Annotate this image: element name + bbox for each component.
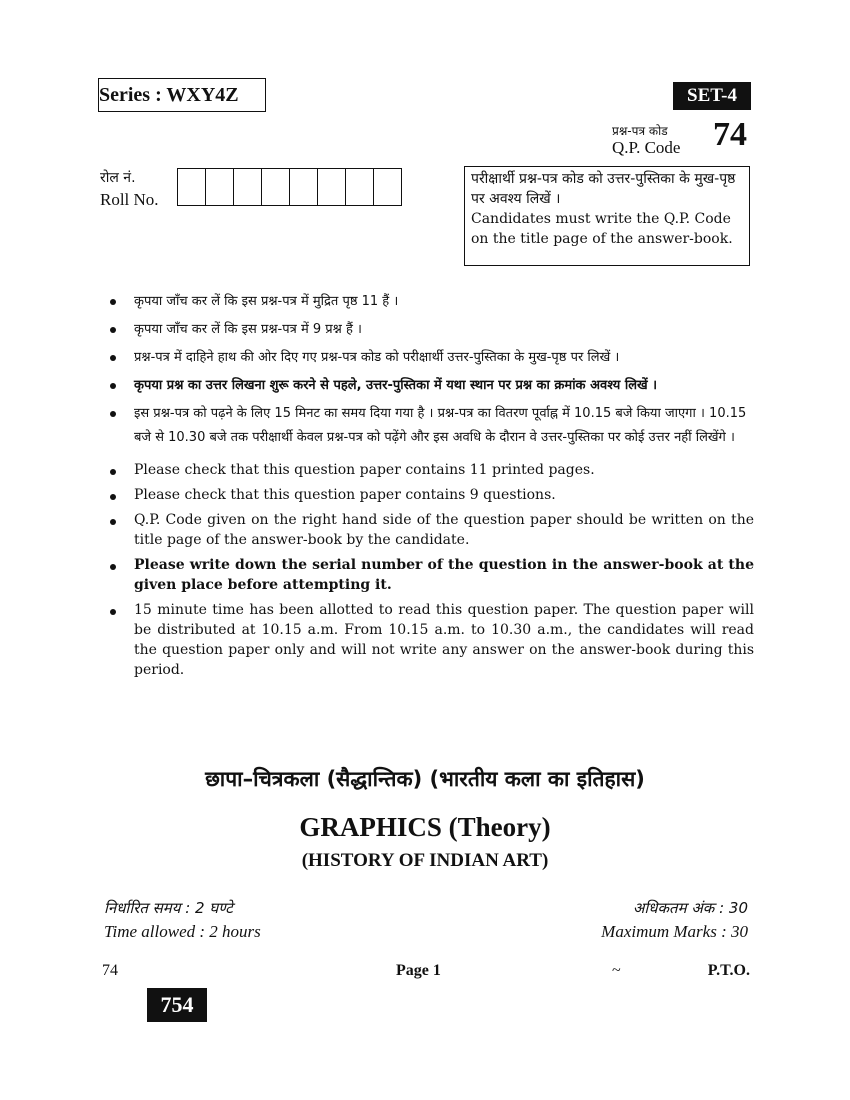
instruction-en: Please check that this question paper contains 9 questions. (104, 485, 754, 505)
instruction-en: Please write down the serial number of the question in the answer-book at the given place before attempting it. (104, 555, 754, 595)
roll-box[interactable] (318, 169, 346, 205)
instruction-hi: कृपया जाँच कर लें कि इस प्रश्न-पत्र में 9 प्रश्न हैं । (104, 318, 754, 342)
footer-code: 74 (102, 962, 118, 979)
qp-code-label-en: Q.P. Code (612, 138, 681, 157)
roll-number-boxes[interactable] (177, 168, 402, 206)
subject-title-english: GRAPHICS (Theory) (299, 812, 551, 842)
subject-title-hindi: छापा–चित्रकला (सैद्धान्तिक) (भारतीय कला का इतिहास) (205, 767, 645, 791)
series-label: Series : WXY4Z (98, 78, 266, 112)
instruction-en: Q.P. Code given on the right hand side of the question paper should be written on the title page of the answer-book by the candidate. (104, 510, 754, 550)
instruction-hi: प्रश्न-पत्र में दाहिने हाथ की ओर दिए गए प्रश्न-पत्र कोड को परीक्षार्थी उत्तर-पुस्तिका के मुख-पृष्ठ पर लिखें । (104, 346, 754, 370)
instruction-hi: कृपया प्रश्न का उत्तर लिखना शुरू करने से पहले, उत्तर-पुस्तिका में यथा स्थान पर प्रश्न का क्रमांक अवश्य लिखें । (104, 374, 754, 398)
roll-box[interactable] (290, 169, 318, 205)
time-allowed-en: Time allowed : 2 hours (104, 922, 261, 941)
instruction-hi: इस प्रश्न-पत्र को पढ़ने के लिए 15 मिनट का समय दिया गया है । प्रश्न-पत्र का वितरण पूर्वाह्न में 10.15 बजे किया जाएगा । 10.15 बजे से 10.30 बजे तक परीक्षार्थी केवल प्रश्न-पत्र को पढ़ेंगे और इस अवधि के दौरान वे उत्तर-पुस्तिका पर कोई उत्तर नहीं लिखेंगे । (104, 402, 754, 450)
notice-english: Candidates must write the Q.P. Code on the title page of the answer-book. (471, 211, 733, 247)
qp-code-label-hi: प्रश्न-पत्र कोड (612, 124, 668, 138)
roll-box[interactable] (374, 169, 402, 205)
time-allowed-hi: निर्धारित समय : 2 घण्टे (104, 899, 233, 917)
max-marks-hi: अधिकतम अंक : 30 (632, 899, 748, 917)
instruction-hi: कृपया जाँच कर लें कि इस प्रश्न-पत्र में मुद्रित पृष्ठ 11 हैं । (104, 290, 754, 314)
footer-tilde: ~ (612, 962, 621, 979)
instructions-list (104, 290, 754, 685)
instruction-en: 15 minute time has been allotted to read this question paper. The question paper will be distributed at 10.15 a.m. From 10.15 a.m. to 10.30 a.m., the candidates will read the question paper only and will not write any answer on the answer-book during this period. (104, 600, 754, 680)
subject-subtitle: (HISTORY OF INDIAN ART) (301, 850, 549, 871)
roll-label-hi: रोल नं. (100, 170, 136, 186)
qp-code-notice (464, 166, 750, 266)
roll-label-en: Roll No. (100, 190, 159, 209)
paper-code-badge: 754 (147, 988, 207, 1022)
roll-box[interactable] (206, 169, 234, 205)
instruction-en: Please check that this question paper contains 11 printed pages. (104, 460, 754, 480)
qp-code-value: 74 (713, 116, 747, 153)
roll-box[interactable] (262, 169, 290, 205)
pto-label: P.T.O. (707, 962, 750, 979)
page-number: Page 1 (396, 962, 441, 979)
roll-box[interactable] (178, 169, 206, 205)
max-marks-en: Maximum Marks : 30 (601, 922, 748, 941)
roll-box[interactable] (346, 169, 374, 205)
notice-hindi: परीक्षार्थी प्रश्न-पत्र कोड को उत्तर-पुस्तिका के मुख-पृष्ठ पर अवश्य लिखें । (471, 171, 736, 207)
roll-box[interactable] (234, 169, 262, 205)
set-badge: SET-4 (673, 82, 751, 110)
